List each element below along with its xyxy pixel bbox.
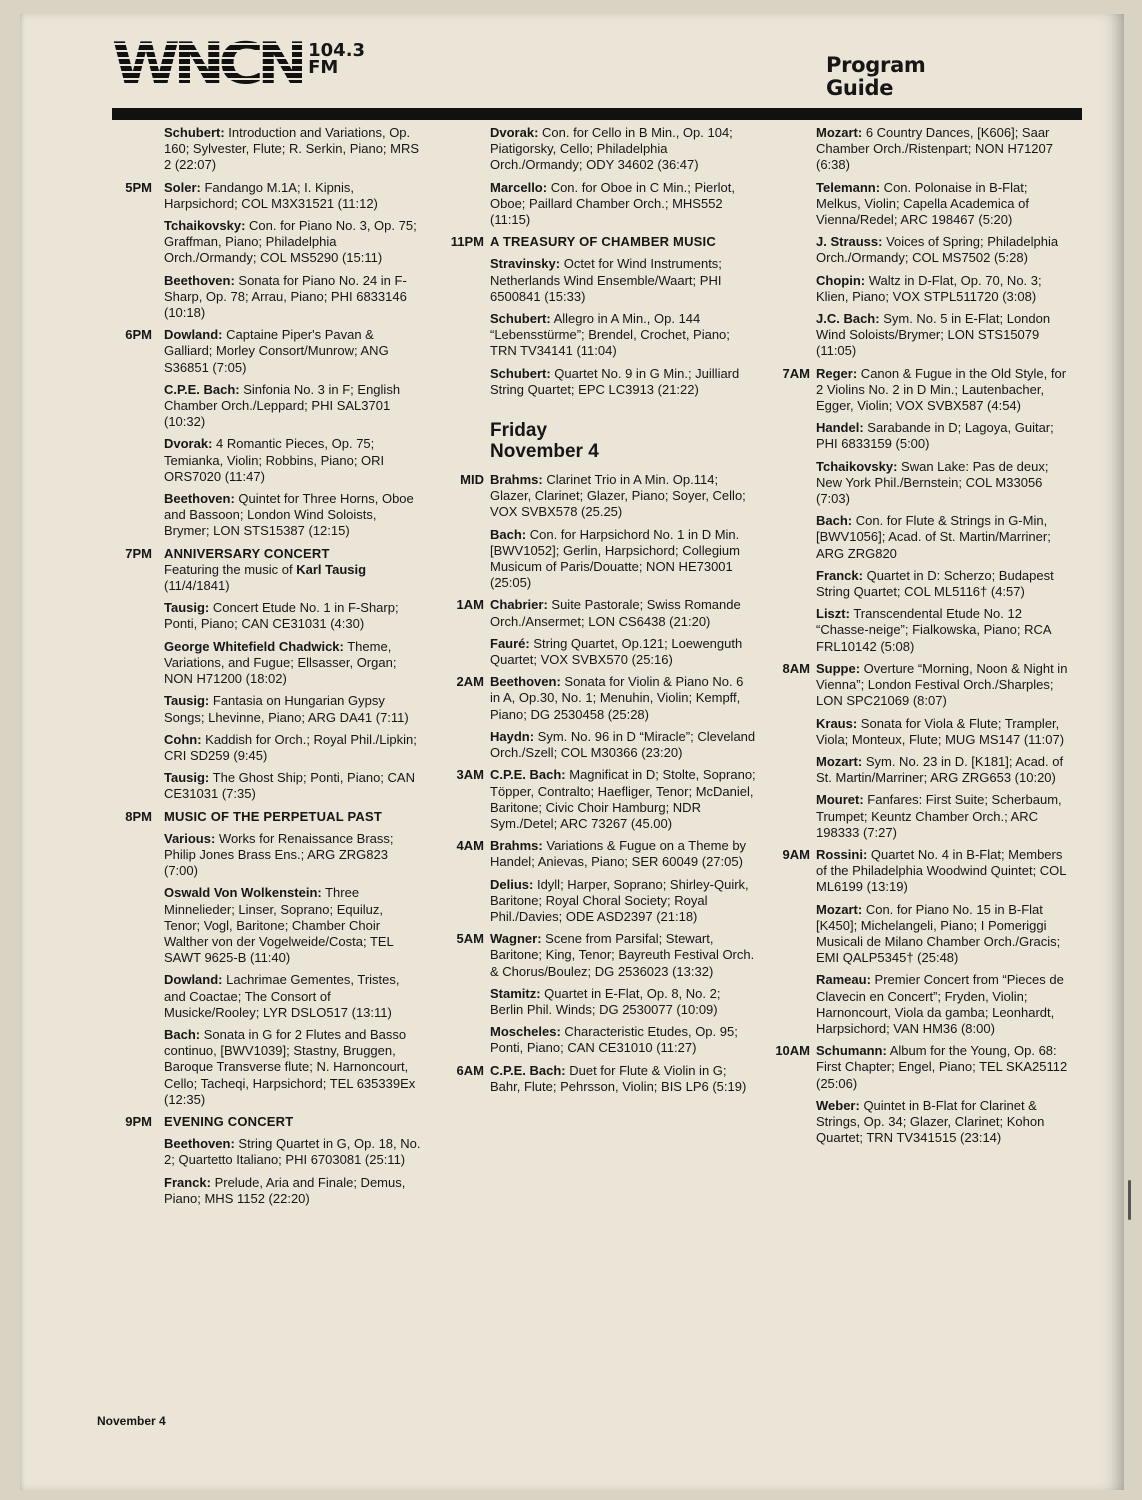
work-details: Album for the Young, Op. 68: First Chapter; Engel, Piano; TEL SKA25112 (25:06) bbox=[816, 1043, 1068, 1091]
program-text bbox=[816, 273, 1074, 305]
work-details: Lachrimae Gementes, Tristes, and Coactae; The Consort of Musicke/Rooley; LYR DSLO517 (13:11) bbox=[164, 972, 400, 1020]
program-text bbox=[164, 1027, 422, 1108]
work-details: Clarinet Trio in A Min. Op.114; Glazer, Clarinet; Glazer, Piano; Soyer, Cello; VOX SVBX578 (25.25) bbox=[490, 472, 746, 520]
program-text bbox=[490, 597, 756, 629]
time-slot: 7PM bbox=[125, 545, 152, 561]
work-details: String Quartet, Op.121; Loewenguth Quartet; VOX SVBX570 (25:16) bbox=[490, 635, 743, 668]
composer-name: Mozart: bbox=[816, 125, 863, 140]
program-entry bbox=[764, 847, 1074, 896]
composer-name: C.P.E. Bach: bbox=[490, 1062, 566, 1078]
composer-name: Oswald Von Wolkenstein: bbox=[164, 885, 322, 901]
work-details: Suite Pastorale; Swiss Romande Orch./Ansermet; LON CS6438 (21:20) bbox=[490, 597, 741, 629]
program-entry bbox=[764, 1043, 1074, 1092]
program-entry bbox=[438, 877, 756, 926]
day-heading: Friday November 4 bbox=[490, 420, 599, 463]
program-text bbox=[164, 546, 422, 595]
work-details: Con. for Oboe in C Min.; Pierlot, Oboe; Paillard Chamber Orch.; MHS552 (11:15) bbox=[490, 179, 735, 228]
composer-name: Chabrier: bbox=[490, 597, 548, 613]
work-details: Idyll; Harper, Soprano; Shirley-Quirk, Baritone; Royal Choral Society; Royal Phil./Davies; ODE ASD2397 (21:18) bbox=[490, 876, 749, 924]
work-details: Con. for Harpsichord No. 1 in D Min. [BWV1052]; Gerlin, Harpsichord; Collegium Musicum of Paris/Douatte; NON HE73001 (25:05) bbox=[490, 526, 740, 591]
composer-name: Delius: bbox=[490, 876, 534, 892]
program-entry bbox=[112, 1027, 422, 1108]
time-slot: 4AM bbox=[456, 838, 484, 854]
program-text bbox=[164, 125, 422, 174]
composer-name: Schumann: bbox=[816, 1043, 887, 1059]
composer-name: Weber: bbox=[816, 1097, 860, 1113]
composer-name: C.P.E. Bach: bbox=[490, 767, 566, 783]
composer-name: Tchaikovsky: bbox=[164, 218, 246, 234]
program-text bbox=[164, 600, 422, 632]
program-text bbox=[816, 606, 1074, 655]
work-details: Prelude, Aria and Finale; Demus, Piano; MHS 1152 (22:20) bbox=[164, 1174, 406, 1206]
program-heading: A TREASURY OF CHAMBER MUSIC bbox=[490, 234, 716, 250]
program-text bbox=[164, 639, 422, 688]
work-details: Con. Polonaise in B-Flat; Melkus, Violin; Capella Academica of Vienna/Redel; ARC 198467 (5:20) bbox=[816, 179, 1029, 228]
composer-name: Fauré: bbox=[490, 635, 530, 651]
program-entry bbox=[112, 885, 422, 966]
program-text bbox=[164, 1114, 422, 1130]
program-text bbox=[164, 491, 422, 540]
program-text bbox=[164, 885, 422, 966]
program-entry bbox=[112, 436, 422, 485]
program-text bbox=[164, 972, 422, 1021]
program-entry bbox=[764, 606, 1074, 655]
time-slot: MID bbox=[460, 472, 484, 488]
work-details: Fandango M.1A; I. Kipnis, Harpsichord; COL M3X31521 (11:12) bbox=[164, 179, 378, 211]
program-text bbox=[164, 770, 422, 802]
schedule-column-1 bbox=[112, 125, 422, 1213]
program-entry bbox=[112, 732, 422, 764]
time-slot: 1AM bbox=[456, 597, 484, 613]
composer-name: Chopin: bbox=[816, 272, 866, 288]
program-entry bbox=[764, 180, 1074, 229]
program-text bbox=[816, 366, 1074, 415]
program-entry bbox=[112, 546, 422, 595]
composer-name: Dowland: bbox=[164, 972, 223, 988]
composer-name: Bach: bbox=[164, 1026, 201, 1042]
time-slot: 11PM bbox=[450, 234, 484, 250]
time-slot: 6PM bbox=[125, 327, 152, 343]
program-entry bbox=[112, 491, 422, 540]
program-entry bbox=[112, 180, 422, 212]
composer-name: Wagner: bbox=[490, 931, 542, 947]
program-text bbox=[490, 636, 756, 668]
work-details: Sym. No. 5 in E-Flat; London Wind Soloists/Brymer; LON STS15079 (11:05) bbox=[816, 311, 1051, 359]
program-text bbox=[164, 831, 422, 880]
program-text bbox=[816, 180, 1074, 229]
work-details: Introduction and Variations, Op. 160; Sylvester, Flute; R. Serkin, Piano; MRS 2 (22:07) bbox=[164, 125, 420, 173]
work-details: Quartet in E-Flat, Op. 8, No. 2; Berlin Phil. Winds; DG 2530077 (10:09) bbox=[490, 985, 721, 1017]
program-entry bbox=[764, 513, 1074, 562]
work-details: Variations & Fugue on a Theme by Handel; Anievas, Piano; SER 60049 (27:05) bbox=[490, 838, 747, 870]
program-text bbox=[816, 459, 1074, 508]
program-text bbox=[490, 256, 756, 305]
composer-name: Marcello: bbox=[490, 179, 548, 195]
composer-name: Schubert: bbox=[490, 311, 551, 327]
work-details: Sinfonia No. 3 in F; English Chamber Orch./Leppard; PHI SAL3701 (10:32) bbox=[164, 381, 401, 430]
program-entry bbox=[112, 600, 422, 632]
work-details: Premier Concert from “Pieces de Clavecin en Concert”; Fryden, Violin; Harnoncourt, Viola da gamba; Leonhardt, Harpsichord; VAN HM36 (8:00) bbox=[816, 972, 1064, 1036]
work-details: Quartet No. 4 in B-Flat; Members of the Philadelphia Woodwind Quintet; COL ML6199 (13:19) bbox=[816, 846, 1067, 895]
work-details: Sarabande in D; Lagoya, Guitar; PHI 6833159 (5:00) bbox=[816, 420, 1054, 452]
composer-name: Franck: bbox=[164, 1174, 211, 1190]
program-text bbox=[490, 877, 756, 926]
composer-name: Handel: bbox=[816, 420, 864, 436]
composer-name: Liszt: bbox=[816, 606, 850, 622]
work-details: Octet for Wind Instruments; Netherlands Wind Ensemble/Waart; PHI 6500841 (15:33) bbox=[490, 256, 722, 304]
program-entry bbox=[438, 234, 756, 250]
composer-name: Tchaikovsky: bbox=[816, 458, 898, 474]
time-slot: 7AM bbox=[782, 365, 810, 381]
work-details: 4 Romantic Pieces, Op. 75; Temianka, Violin; Robbins, Piano; ORI ORS7020 (11:47) bbox=[164, 436, 385, 484]
composer-name: Reger: bbox=[816, 365, 858, 381]
composer-name: Beethoven: bbox=[164, 272, 235, 288]
program-dates: (11/4/1841) bbox=[164, 578, 230, 594]
composer-name: Tausig: bbox=[164, 770, 210, 786]
binding-staple bbox=[1128, 1180, 1131, 1220]
program-description: Featuring the music of bbox=[164, 561, 297, 577]
program-text bbox=[816, 513, 1074, 562]
work-details: Sonata for Violin & Piano No. 6 in A, Op.30, No. 1; Menuhin, Violin; Kempff, Piano; DG 2530458 (25:28) bbox=[490, 674, 744, 722]
program-text bbox=[816, 1098, 1074, 1147]
work-details: Scene from Parsifal; Stewart, Baritone; King, Tenor; Bayreuth Festival Orch. & Chorus/Boulez; DG 2536023 (13:32) bbox=[490, 931, 755, 979]
work-details: Con. for Flute & Strings in G-Min, [BWV1056]; Acad. of St. Martin/Marriner; ARG ZRG820 bbox=[816, 513, 1051, 561]
program-text bbox=[490, 838, 756, 870]
time-slot: 9PM bbox=[125, 1113, 152, 1129]
composer-name: Tausig: bbox=[164, 693, 210, 709]
time-slot: 9AM bbox=[782, 846, 810, 862]
program-text bbox=[816, 902, 1074, 967]
program-entry bbox=[764, 792, 1074, 841]
program-text bbox=[816, 754, 1074, 786]
program-entry bbox=[764, 420, 1074, 452]
program-text bbox=[164, 693, 422, 725]
program-text bbox=[490, 1024, 756, 1056]
program-text bbox=[816, 420, 1074, 452]
work-details: Three Minnelieder; Linser, Soprano; Equiluz, Tenor; Vogl, Baritone; Chamber Choir Walther von der Vogelweide/Costa; TEL SAWT 9625-B (11:40) bbox=[164, 885, 394, 966]
program-text bbox=[816, 716, 1074, 748]
program-text bbox=[816, 311, 1074, 360]
work-details: Transcendental Etude No. 12 “Chasse-neige”; Fialkowska, Piano; RCA FRL10142 (5:08) bbox=[816, 606, 1051, 654]
time-slot: 5AM bbox=[456, 931, 484, 947]
program-entry bbox=[764, 311, 1074, 360]
work-details: String Quartet in G, Op. 18, No. 2; Quartetto Italiano; PHI 6703081 (25:11) bbox=[164, 1136, 421, 1168]
program-text bbox=[490, 311, 756, 360]
composer-name: Haydn: bbox=[490, 728, 535, 744]
work-details: Con. for Cello in B Min., Op. 104; Piatigorsky, Cello; Philadelphia Orch./Ormandy; ODY 34602 (36:47) bbox=[490, 125, 733, 173]
program-entry bbox=[764, 234, 1074, 266]
work-details: Captaine Piper's Pavan & Galliard; Morley Consort/Munrow; ANG S36851 (7:05) bbox=[164, 327, 389, 375]
composer-name: Moscheles: bbox=[490, 1024, 561, 1040]
composer-name: Tausig: bbox=[164, 600, 210, 616]
program-entry bbox=[438, 767, 756, 832]
composer-name: Beethoven: bbox=[164, 1136, 235, 1152]
program-entry bbox=[764, 661, 1074, 710]
program-entry bbox=[764, 972, 1074, 1037]
work-details: Sym. No. 23 in D. [K181]; Acad. of St. Martin/Marriner; ARG ZRG653 (10:20) bbox=[816, 753, 1064, 786]
program-entry bbox=[112, 639, 422, 688]
program-entry bbox=[764, 716, 1074, 748]
composer-name: Schubert: bbox=[164, 125, 225, 140]
program-text bbox=[164, 1136, 422, 1168]
program-entry bbox=[438, 986, 756, 1018]
program-entry bbox=[764, 754, 1074, 786]
program-text bbox=[164, 436, 422, 485]
program-text bbox=[816, 661, 1074, 710]
program-text bbox=[816, 972, 1074, 1037]
featured-composer: Karl Tausig bbox=[296, 561, 367, 577]
program-entry bbox=[112, 1136, 422, 1168]
composer-name: Cohn: bbox=[164, 731, 202, 747]
program-entry bbox=[764, 459, 1074, 508]
program-text bbox=[164, 809, 422, 825]
program-heading: ANNIVERSARY CONCERT bbox=[164, 545, 330, 561]
composer-name: J.C. Bach: bbox=[816, 311, 880, 327]
program-entry bbox=[764, 273, 1074, 305]
work-details: Allegro in A Min., Op. 144 “Lebensstürme”; Brendel, Crochet, Piano; TRN TV34141 (11:04) bbox=[490, 311, 730, 359]
page-footer: November 4 bbox=[97, 1414, 166, 1428]
program-text bbox=[164, 382, 422, 431]
program-entry bbox=[438, 838, 756, 870]
composer-name: Beethoven: bbox=[164, 491, 235, 507]
work-details: Fantasia on Hungarian Gypsy Songs; Lhevinne, Piano; ARG DA41 (7:11) bbox=[164, 693, 409, 725]
program-text bbox=[490, 366, 756, 398]
program-entry bbox=[438, 674, 756, 723]
work-details: Concert Etude No. 1 in F-Sharp; Ponti, Piano; CAN CE31031 (4:30) bbox=[164, 600, 399, 632]
program-entry bbox=[764, 902, 1074, 967]
program-entry bbox=[438, 472, 756, 521]
program-text bbox=[164, 732, 422, 764]
time-slot: 5PM bbox=[125, 179, 152, 195]
program-entry bbox=[112, 770, 422, 802]
composer-name: Bach: bbox=[490, 526, 527, 542]
composer-name: Stravinsky: bbox=[490, 256, 561, 272]
work-details: Theme, Variations, and Fugue; Ellsasser, Organ; NON H71200 (18:02) bbox=[164, 638, 397, 687]
program-text bbox=[816, 847, 1074, 896]
work-details: Voices of Spring; Philadelphia Orch./Ormandy; COL MS7502 (5:28) bbox=[816, 234, 1059, 266]
station-frequency: 104.3 FM bbox=[308, 40, 366, 78]
work-details: Quintet in B-Flat for Clarinet & Strings, Op. 34; Glazer, Clarinet; Kohon Quartet; TRN TV341515 (23:14) bbox=[816, 1097, 1045, 1146]
program-text bbox=[816, 792, 1074, 841]
program-text bbox=[816, 1043, 1074, 1092]
program-entry bbox=[764, 366, 1074, 415]
program-entry bbox=[438, 527, 756, 592]
work-details: Sym. No. 96 in D “Miracle”; Cleveland Orch./Szell; COL M30366 (23:20) bbox=[490, 728, 756, 761]
program-heading: EVENING CONCERT bbox=[164, 1113, 294, 1129]
time-slot: 8PM bbox=[125, 808, 152, 824]
program-entry bbox=[112, 327, 422, 376]
program-text bbox=[816, 568, 1074, 600]
work-details: The Ghost Ship; Ponti, Piano; CAN CE31031 (7:35) bbox=[164, 770, 415, 802]
program-entry bbox=[112, 1114, 422, 1130]
work-details: Swan Lake: Pas de deux; New York Phil./Bernstein; COL M33056 (7:03) bbox=[816, 458, 1049, 507]
composer-name: Suppe: bbox=[816, 660, 861, 676]
composer-name: Mozart: bbox=[816, 753, 863, 769]
composer-name: Schubert: bbox=[490, 365, 551, 381]
program-entry bbox=[438, 1063, 756, 1095]
header-rule bbox=[112, 108, 1082, 120]
time-slot: 10AM bbox=[775, 1043, 810, 1059]
composer-name: Brahms: bbox=[490, 838, 543, 854]
work-details: Duet for Flute & Violin in G; Bahr, Flute; Pehrsson, Violin; BIS LP6 (5:19) bbox=[490, 1062, 747, 1094]
program-entry bbox=[438, 597, 756, 629]
program-entry bbox=[438, 125, 756, 174]
program-entry bbox=[764, 125, 1074, 174]
composer-name: Beethoven: bbox=[490, 674, 561, 690]
program-entry bbox=[438, 636, 756, 668]
work-details: Sonata for Viola & Flute; Trampler, Viola; Monteux, Flute; MUG MS147 (11:07) bbox=[816, 715, 1065, 747]
station-callsign: WNCN bbox=[112, 31, 303, 97]
composer-name: Dvorak: bbox=[490, 125, 539, 140]
work-details: Fanfares: First Suite; Scherbaum, Trumpet; Keuntz Chamber Orch.; ARC 198333 (7:27) bbox=[816, 792, 1062, 840]
work-details: Quartet No. 9 in G Min.; Juilliard String Quartet; EPC LC3913 (21:22) bbox=[490, 365, 740, 397]
program-text bbox=[490, 986, 756, 1018]
program-text bbox=[490, 767, 756, 832]
program-entry bbox=[438, 1024, 756, 1056]
program-text bbox=[490, 125, 756, 174]
composer-name: Soler: bbox=[164, 179, 201, 195]
composer-name: Kraus: bbox=[816, 715, 858, 731]
composer-name: Dowland: bbox=[164, 327, 223, 343]
program-text bbox=[490, 527, 756, 592]
program-entry bbox=[764, 1098, 1074, 1147]
work-details: Waltz in D-Flat, Op. 70, No. 3; Klien, Piano; VOX STPL511720 (3:08) bbox=[816, 272, 1042, 304]
program-text bbox=[164, 327, 422, 376]
composer-name: C.P.E. Bach: bbox=[164, 381, 240, 397]
program-text bbox=[490, 180, 756, 229]
program-text bbox=[490, 931, 756, 980]
composer-name: J. Strauss: bbox=[816, 234, 883, 250]
program-text bbox=[490, 729, 756, 761]
program-heading: MUSIC OF THE PERPETUAL PAST bbox=[164, 808, 382, 824]
program-text bbox=[816, 234, 1074, 266]
composer-name: Mozart: bbox=[816, 901, 863, 917]
program-entry bbox=[112, 382, 422, 431]
program-entry bbox=[112, 1175, 422, 1207]
program-entry bbox=[764, 568, 1074, 600]
composer-name: Rameau: bbox=[816, 972, 871, 988]
program-entry bbox=[112, 693, 422, 725]
work-details: Works for Renaissance Brass; Philip Jones Brass Ens.; ARG ZRG823 (7:00) bbox=[164, 830, 394, 879]
program-entry bbox=[112, 972, 422, 1021]
work-details: Con. for Piano No. 3, Op. 75; Graffman, Piano; Philadelphia Orch./Ormandy; COL MS5290 (15:11) bbox=[164, 218, 417, 266]
composer-name: Various: bbox=[164, 830, 216, 846]
program-entry bbox=[438, 256, 756, 305]
work-details: Sonata in G for 2 Flutes and Basso continuo, [BWV1039]; Stastny, Bruggen, Baroque Transverse flute; N. Harnoncourt, Cello; Tacheqi, Harpsichord; TEL 635339Ex (12:35) bbox=[164, 1026, 416, 1107]
schedule-column-3 bbox=[764, 125, 1074, 1152]
program-entry bbox=[112, 831, 422, 880]
program-text bbox=[490, 1063, 756, 1095]
program-entry bbox=[438, 180, 756, 229]
work-details: Quartet in D: Scherzo; Budapest String Quartet; COL ML5116† (4:57) bbox=[816, 567, 1054, 600]
work-details: Magnificat in D; Stolte, Soprano; Töpper, Contralto; Haefliger, Tenor; McDaniel, Baritone; Civic Choir Hamburg; NDR Sym./Detel; ARC 73267 (45.00) bbox=[490, 767, 756, 831]
schedule-column-2-morning bbox=[438, 472, 756, 1095]
page-title: Program Guide bbox=[826, 53, 926, 100]
station-logo bbox=[112, 31, 366, 97]
composer-name: Bach: bbox=[816, 513, 853, 529]
program-text bbox=[816, 125, 1074, 174]
time-slot: 2AM bbox=[456, 674, 484, 690]
schedule-column-2 bbox=[438, 125, 756, 1101]
program-entry bbox=[112, 218, 422, 267]
program-text bbox=[490, 472, 756, 521]
program-entry bbox=[438, 366, 756, 398]
composer-name: Telemann: bbox=[816, 179, 881, 195]
program-text bbox=[164, 218, 422, 267]
program-text bbox=[164, 273, 422, 322]
work-details: Overture “Morning, Noon & Night in Vienna”; London Festival Orch./Sharples; LON SPC21069 (8:07) bbox=[816, 660, 1068, 709]
program-entry bbox=[112, 273, 422, 322]
program-text bbox=[164, 180, 422, 212]
work-details: 6 Country Dances, [K606]; Saar Chamber Orch./Ristenpart; NON H71207 (6:38) bbox=[816, 125, 1053, 173]
composer-name: Brahms: bbox=[490, 472, 543, 488]
composer-name: Dvorak: bbox=[164, 436, 213, 452]
program-entry bbox=[438, 729, 756, 761]
time-slot: 3AM bbox=[456, 767, 484, 783]
work-details: Characteristic Etudes, Op. 95; Ponti, Piano; CAN CE31010 (11:27) bbox=[490, 1024, 738, 1056]
program-text bbox=[490, 234, 756, 250]
time-slot: 8AM bbox=[782, 660, 810, 676]
program-entry bbox=[112, 125, 422, 174]
program-entry bbox=[112, 809, 422, 825]
program-text bbox=[490, 674, 756, 723]
work-details: Kaddish for Orch.; Royal Phil./Lipkin; CRI SD259 (9:45) bbox=[164, 731, 417, 763]
work-details: Con. for Piano No. 15 in B-Flat [K450]; Michelangeli, Piano; I Pomeriggi Musicali de Milano Chamber Orch./Gracis; EMI QALP5345† (25:48) bbox=[816, 901, 1061, 966]
work-details: Quintet for Three Horns, Oboe and Bassoon; London Wind Soloists, Brymer; LON STS15387 (12:15) bbox=[164, 491, 414, 539]
work-details: Sonata for Piano No. 24 in F-Sharp, Op. 78; Arrau, Piano; PHI 6833146 (10:18) bbox=[164, 272, 407, 321]
composer-name: Franck: bbox=[816, 567, 863, 583]
work-details: Canon & Fugue in the Old Style, for 2 Violins No. 2 in D Min.; Lautenbacher, Egger, Violin; VOX SVBX587 (4:54) bbox=[816, 365, 1067, 414]
schedule-column-2-evening bbox=[438, 125, 756, 398]
composer-name: Rossini: bbox=[816, 846, 868, 862]
program-entry bbox=[438, 311, 756, 360]
time-slot: 6AM bbox=[456, 1062, 484, 1078]
program-entry bbox=[438, 931, 756, 980]
program-text bbox=[164, 1175, 422, 1207]
composer-name: George Whitefield Chadwick: bbox=[164, 638, 344, 654]
composer-name: Stamitz: bbox=[490, 985, 541, 1001]
composer-name: Mouret: bbox=[816, 792, 864, 808]
